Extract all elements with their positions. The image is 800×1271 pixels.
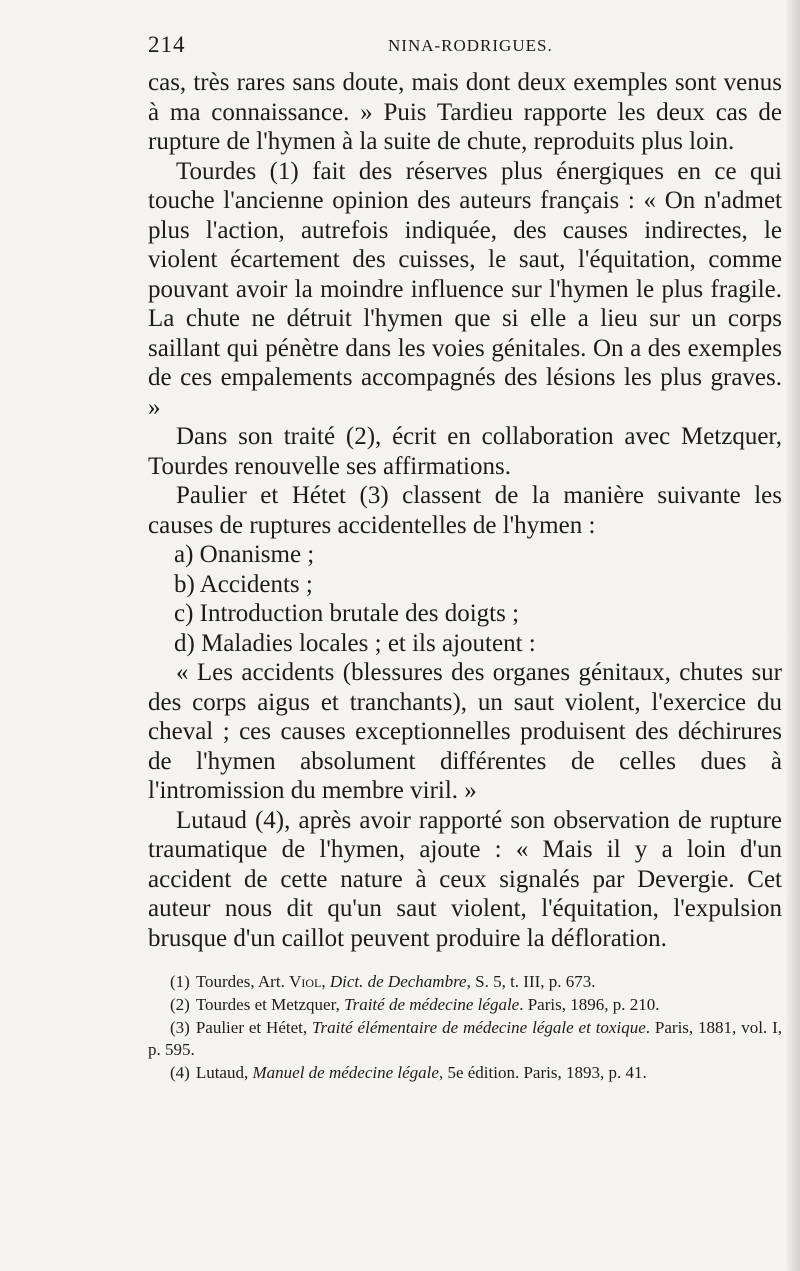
main-text (148, 68, 782, 953)
footnote (148, 971, 782, 993)
footnote-number: (1) (170, 972, 190, 991)
footnote-title: Dict. de Dechambre (329, 972, 467, 991)
footnote (148, 1062, 782, 1084)
page-gutter-shadow (786, 0, 800, 1271)
page-number: 214 (148, 32, 186, 57)
paragraph: Tourdes (1) fait des réserves plus énergiques en ce qui touche l'ancienne opinion des auteurs français : « On n'admet plus l'action, autrefois indiquée, des causes indirectes, le violent écartement des cuisses, le saut, l'équitation, comme pouvant avoir la moindre influence sur l'hymen le plus fragile. La chute ne détruit l'hymen que si elle a lieu sur un corps saillant qui pénètre dans les voies génitales. On a des exemples de ces empalements accompagnés des lésions les plus graves. » (148, 157, 782, 421)
paragraph: Lutaud (4), après avoir rapporté son observation de rupture traumatique de l'hymen, ajoute : « Mais il y a loin d'un accident de cette nature à ceux signalés par Devergie. Cet auteur nous dit qu'un saut violent, l'équitation, l'expulsion brusque d'un caillot peuvent produire la défloration. (148, 806, 782, 952)
paragraph: cas, très rares sans doute, mais dont deux exemples sont venus à ma connaissance. » Puis Tardieu rapporte les deux cas de rupture de l'hymen à la suite de chute, reproduits plus loin. (148, 69, 782, 155)
footnote-number: (2) (170, 995, 190, 1014)
list-item: c) Introduction brutale des doigts ; (174, 600, 520, 627)
list-item: a) Onanisme ; (174, 541, 315, 568)
footnote-title: Traité élémentaire de médecine légale et toxique (312, 1018, 646, 1037)
footnote-author: Lutaud, (195, 1063, 253, 1082)
list-item: b) Accidents ; (174, 570, 313, 598)
footnote-author: Tourdes, Art. (195, 972, 290, 991)
footnote-details: , S. 5, t. III, p. 673. (466, 972, 596, 991)
footnote-details: . Paris, 1896, p. 210. (519, 995, 660, 1014)
footnote-author: Tourdes et Metzquer, (195, 995, 345, 1014)
footnote-author: Paulier et Hétet, (195, 1018, 313, 1037)
page-header (148, 28, 782, 62)
list-item: d) Maladies locales ; et ils ajoutent : (174, 629, 536, 657)
footnote-title: Manuel de médecine légale (252, 1063, 439, 1082)
footnote-number: (3) (170, 1018, 190, 1037)
footnote-details: . Paris, 1881, vol. I, p. 595. (148, 1018, 782, 1059)
footnote-article: Viol (289, 972, 322, 991)
footnote-number: (4) (170, 1063, 190, 1082)
footnotes (148, 971, 782, 1084)
footnote (148, 994, 782, 1016)
footnote-details: , 5e édition. Paris, 1893, p. 41. (438, 1063, 647, 1082)
running-head: NINA-RODRIGUES. (388, 36, 553, 55)
footnote-separator: , (321, 972, 330, 991)
footnote (148, 1017, 782, 1061)
paragraph: Paulier et Hétet (3) classent de la manière suivante les causes de ruptures accidentelles de l'hymen : (148, 482, 782, 539)
block-quote: « Les accidents (blessures des organes génitaux, chutes sur des corps aigus et tranchants), un saut violent, l'exercice du cheval ; ces causes exceptionnelles produisent des déchirures de l'hymen absolument différentes de celles dues à l'intromission du membre viril. » (148, 659, 782, 804)
footnote-title: Traité de médecine légale (344, 995, 520, 1014)
paragraph: Dans son traité (2), écrit en collaboration avec Metzquer, Tourdes renouvelle ses affirmations. (148, 423, 782, 480)
